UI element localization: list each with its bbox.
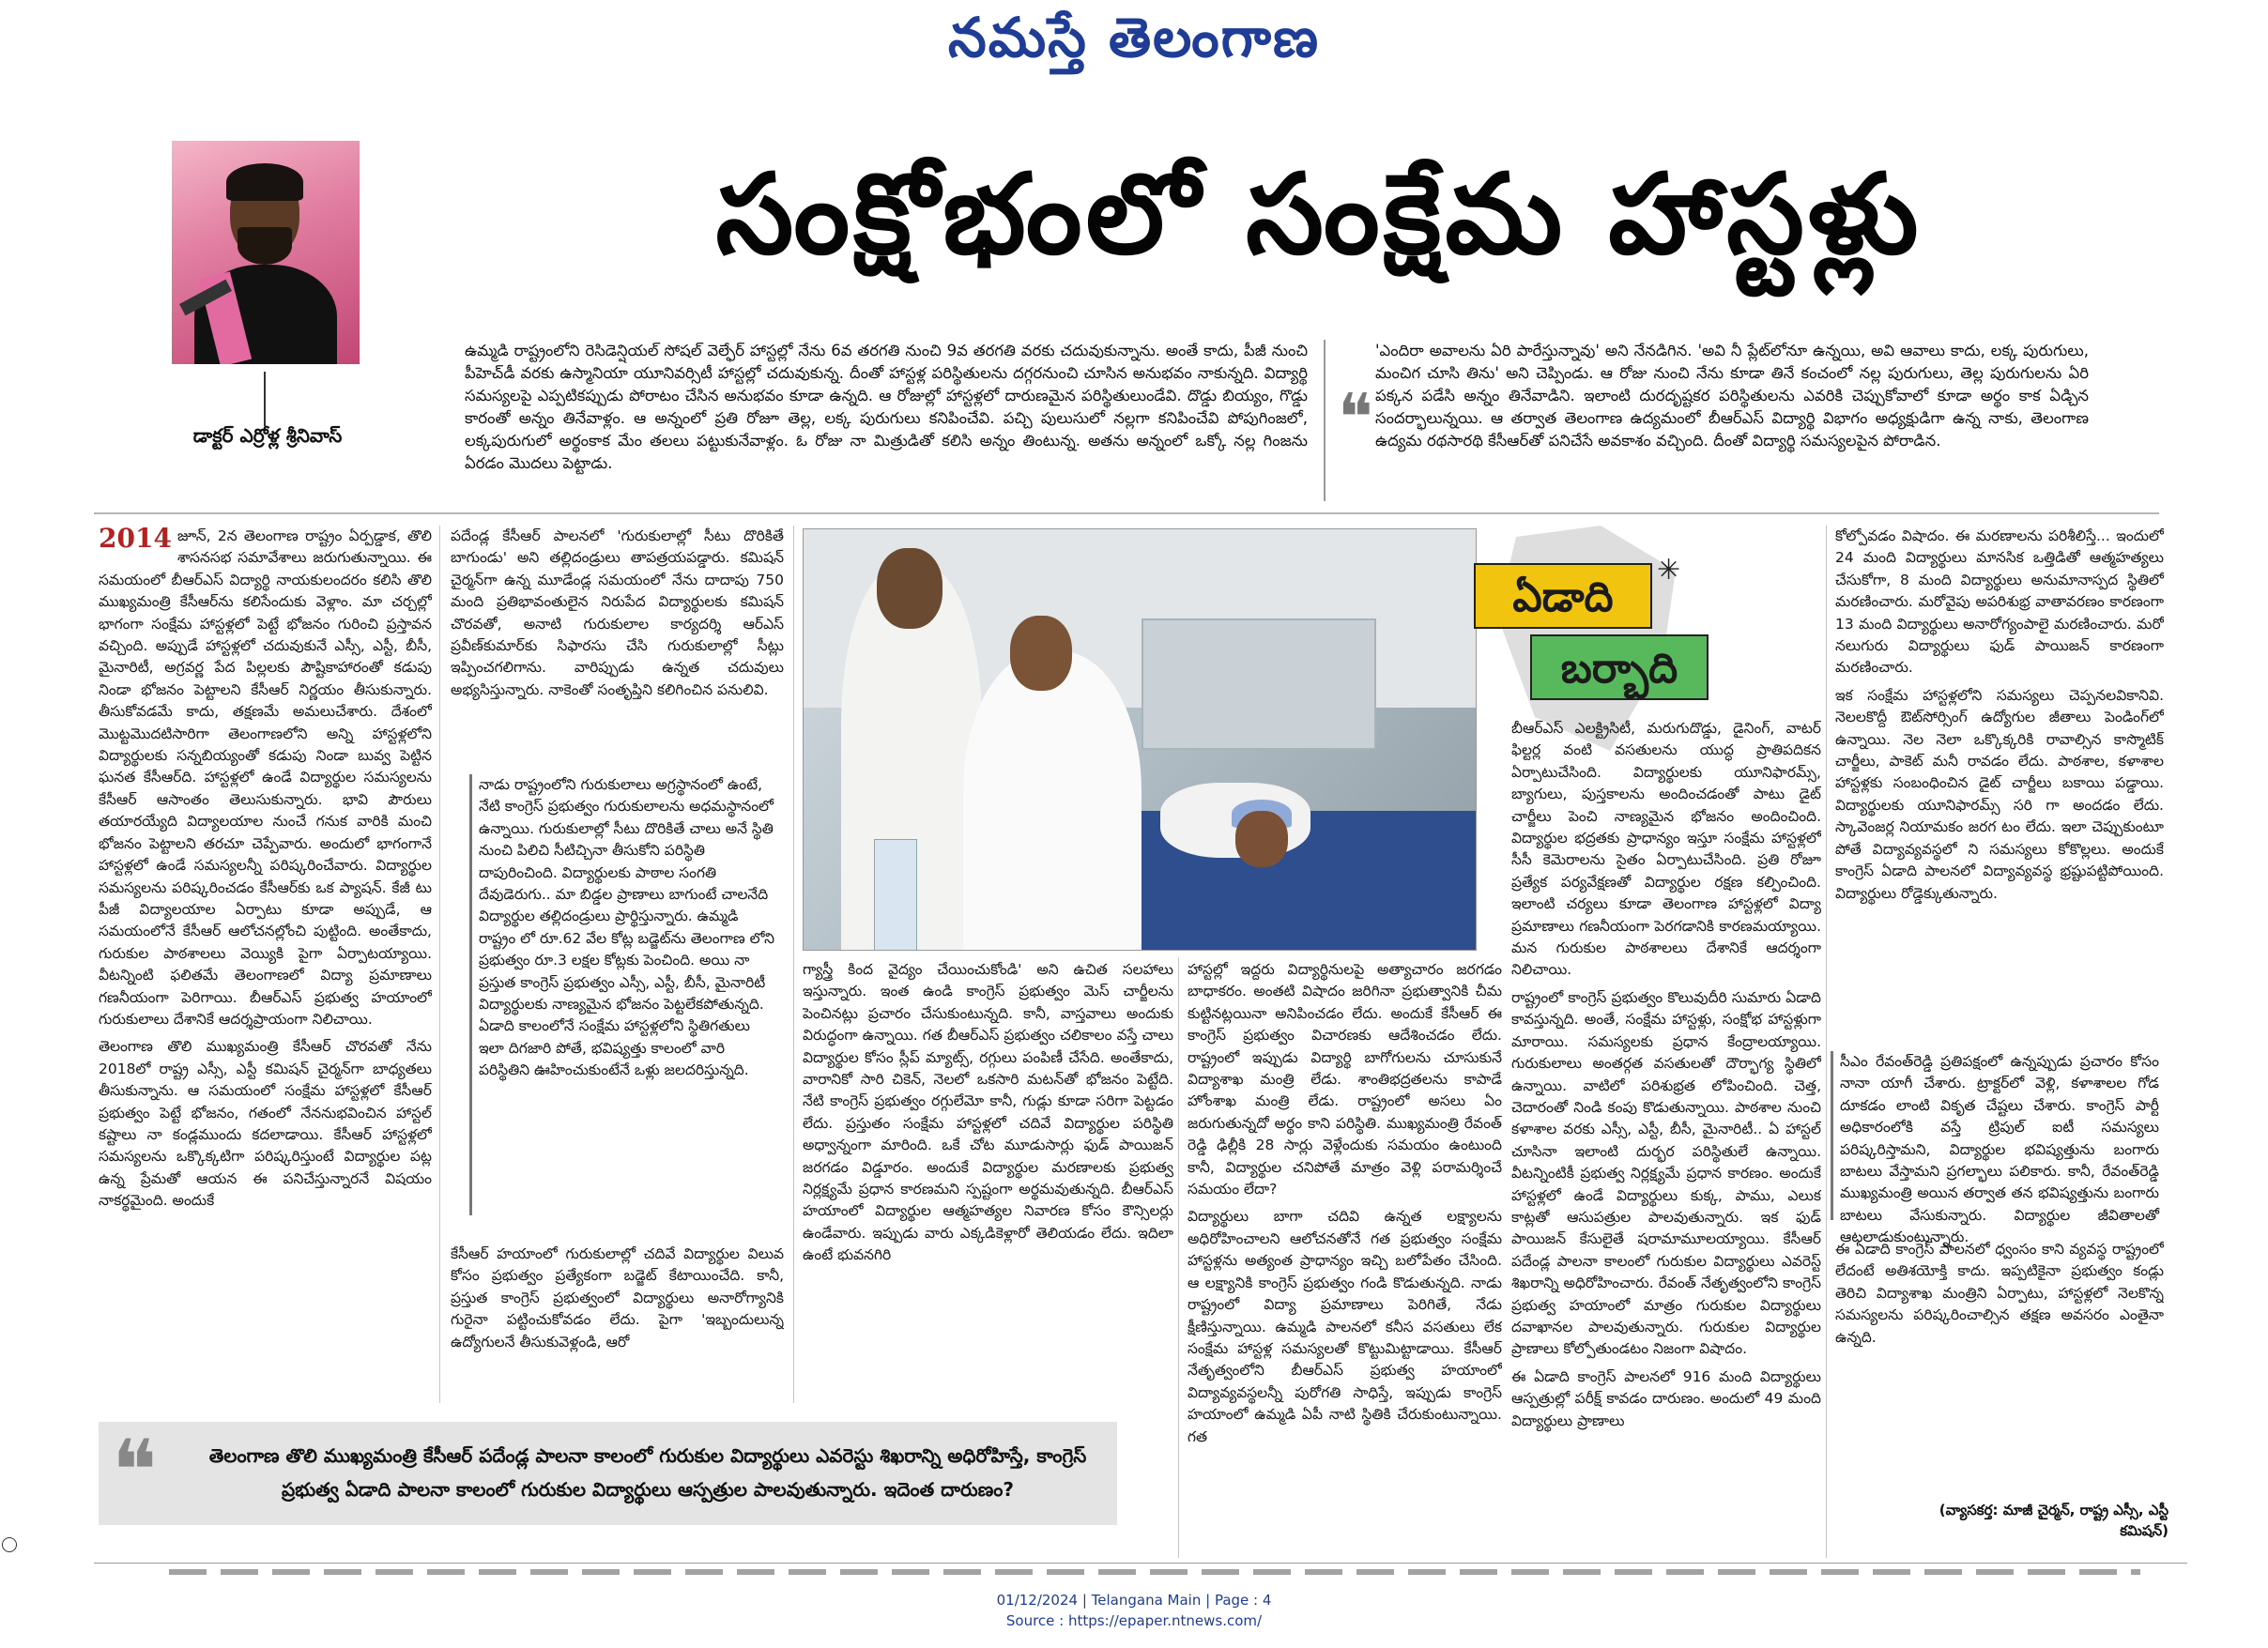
divider — [1324, 340, 1326, 501]
paragraph: కేసీఆర్ హయాంలో గురుకులాల్లో చదివే విద్యార్థుల విలువ కోసం ప్రభుత్వం ప్రత్యేకంగా బడ్జెట్ కేటాయించేది. కానీ, ప్రస్తుత కాంగ్రెస్ ప్రభుత్వంలో విద్యార్థులు అనారోగ్యానికి గురైనా పట్టించుకోవడం లేదు. పైగా 'ఇబ్బందులున్న ఉద్యోగులనే తీసుకువెళ్లండి, ఆరో — [451, 1245, 784, 1350]
article-column-3 — [803, 959, 1173, 1400]
divider — [264, 372, 266, 426]
quote-mark-icon: ❝ — [1338, 379, 1373, 456]
quote-mark-icon: ❝ — [112, 1422, 158, 1520]
pullquote-box: సీఎం రేవంత్‌రెడ్డి ప్రతిపక్షంలో ఉన్నప్పుడు ప్రచారం కోసం నానా యాగీ చేశారు. ట్రాక్టర్‌లో వెళ్లి, కళాశాలల గోడ దూకడం లాంటి వికృత చేష్టలు చేశారు. కాంగ్రెస్ పార్టీ అధికారంలోకి వస్తే ట్రిపుల్ ఐటీ సమస్యలు పరిష్కరిస్తామని, విద్యార్థుల భవిష్యత్తును బంగారు బాటలు వేస్తామని ప్రగల్భాలు పలికారు. కానీ, రేవంత్‌రెడ్డి ముఖ్యమంత్రి అయిన తర్వాత తన భవిష్యత్తును బంగారు బాటలు వేసుకున్నారు. విద్యార్థుల జీవితాలతో ఆటలాడుకుంటున్నారు. — [1840, 1053, 2159, 1246]
pullquote-bar — [469, 774, 472, 1215]
paragraph: ఇక సంక్షేమ హాస్టళ్లలోని సమస్యలు చెప్పనలవికానివి. నెలలకొద్దీ ఔట్‌సోర్సింగ్ ఉద్యోగుల జీతాలు పెండింగ్‌లో ఉన్నాయి. నెల నెలా ఒక్కొక్కరికి రావాల్సిన కాస్మొటిక్ చార్జీలు, పాకెట్ మనీ రావడం లేదు. పాఠశాల, కళాశాల హాస్టళ్లకు సంబంధించిన డైట్ చార్జీలు బకాయి పడ్డాయి. విద్యార్థులకు యూనిఫారమ్స్ సరి గా అందడం లేదు. స్కావెంజర్ల నియామకం జరగ టం లేదు. ఇలా చెప్పుకుంటూ పోతే విద్యావ్యవస్థలో ని సమస్యలు కోకొల్లలు. అందుకే కాంగ్రెస్ ఏడాది పాలనలో విద్యావ్యవస్థ భ్రష్టుపట్టిపోయింది. విద్యార్థులు రోడ్డెక్కుతున్నారు. — [1835, 686, 2164, 902]
paragraph: తెలంగాణ తొలి ముఖ్యమంత్రి కేసీఆర్ చొరవతో నేను 2018లో రాష్ట్ర ఎస్సీ, ఎస్టీ కమిషన్ చైర్మన్‌గా బాధ్యతలు తీసుకున్నాను. ఆ సమయంలో సంక్షేమ హాస్టళ్లలో కేసీఆర్ ప్రభుత్వం పెట్టే భోజనం, గతంలో నేననుభవించిన హాస్టల్ కష్టాలు నా కండ్లముందు కదలాడాయి. కేసీఆర్ హాస్టళ్లలో సమస్యలను ఒక్కొక్కటిగా పరిష్కరిస్తుంటే విద్యార్థుల పట్ల ఉన్న ప్రేమతో ఆయన ఈ పనిచేస్తున్నారనే విషయం నాకర్థమైంది. అందుకే — [99, 1038, 432, 1210]
divider — [1178, 957, 1179, 1558]
article-column-6-top — [1835, 526, 2164, 1046]
footer-edition-info: 01/12/2024 | Telangana Main | Page : 4 — [996, 1592, 1272, 1609]
tag-barbadi: బర్బాది — [1530, 634, 1709, 700]
article-column-1 — [99, 526, 432, 1398]
paragraph: ఈ ఏడాది కాంగ్రెస్ పాలనలో ధ్వంసం కాని వ్యవస్థ రాష్ట్రంలో లేదంటే అతిశయోక్తి కాదు. ఇప్పటికైనా ప్రభుత్వం కండ్లు తెరిచి విద్యాశాఖ మంత్రిని ఏర్పాటు, హాస్టళ్లలో నెలకొన్న సమస్యలను పరిష్కరించాల్సిన తక్షణ అవసరం ఎంతైనా ఉన్నది. — [1835, 1241, 2164, 1346]
article-column-4 — [1188, 959, 1502, 1560]
intro-quote-left: ఉమ్మడి రాష్ట్రంలోని రెసిడెన్షియల్ సోషల్ వెల్ఫేర్ హాస్టల్లో నేను 6వ తరగతి నుంచి 9వ తరగతి వరకు చదువుకున్నాను. అంతే కాదు, పీజీ నుంచి పీహెచ్‌డీ వరకు ఉస్మానియా యూనివర్సిటీ హాస్టల్లో చదువుకున్న. దీంతో హాస్టళ్ల పరిస్థితులను దగ్గరనుంచి చూసిన అనుభవం నాకున్నది. విద్యార్థి సమస్యలపై ఎప్పటికప్పుడు పోరాటం చేసిన అనుభవం కూడా ఉన్నది. ఆ రోజుల్లో హాస్టళ్లలో దారుణమైన పరిస్థితులుండేవి. దొడ్డు బియ్యం, గొడ్డు కారంతో అన్నం తినేవాళ్లం. ఆ అన్నంలో ప్రతి రోజూ తెల్ల, లక్క పురుగులు కనిపించేవి. పచ్చి పులుసులో నల్లగా కనిపించేవి పోపుగింజలో, లక్కపురుగులో అర్థంకాక మేం తలలు పట్టుకునేవాళ్లం. ఓ రోజు నా మిత్రుడితో కలిసి అన్నం తింటున్న. అతను అన్నంలో ఒక్కో నల్ల గింజను ఏరడం మొదలు పెట్టాడు. — [465, 342, 1308, 472]
paragraph: ఈ ఏడాది కాంగ్రెస్ పాలనలో 916 మంది విద్యార్థులు ఆస్పత్రుల్లో పరీక్ష్ కావడం దారుణం. అందులో 49 మంది విద్యార్థులు ప్రాణాలు — [1511, 1367, 1821, 1429]
highlight-text: తెలంగాణ తొలి ముఖ్యమంత్రి కేసీఆర్ పదేండ్ల పాలనా కాలంలో గురుకుల విద్యార్థులు ఎవరెస్టు శిఖరాన్ని అధిరోహిస్తే, కాంగ్రెస్ ప్రభుత్వ ఏడాది పాలనా కాలంలో గురుకుల విద్యార్థులు ఆస్పత్రుల పాలవుతున్నారు. ఇదెంత దారుణం? — [208, 1444, 1087, 1501]
divider — [94, 1563, 2187, 1564]
article-column-5 — [1511, 526, 1821, 1558]
masthead-logo: నమస్తే తెలంగాణ — [948, 6, 1320, 69]
intro-quote-right: 'ఎందిరా అవాలను ఏరి పారేస్తున్నావు' అని నేనడిగిన. 'అవి నీ ప్లేట్‌లోనూ ఉన్నయి, అవి ఆవాలు కాదు, లక్క పురుగులు, మంచిగ చూసి తిను' అని చెప్పిండు. ఆ రోజు నుంచి నేను కూడా తినే కంచంలో నల్ల పురుగులు, తెల్ల పురుగులను ఏరి పక్కన పడేసి అన్నం తినేవాడిని. ఇలాంటి దురదృష్టకర పరిస్థితులను ఎవరికి చెప్పుకోవాలో కూడా అర్థం కాక ఏడ్చిన సందర్భాలున్నయి. ఆ తర్వాత తెలంగాణ ఉద్యమంలో బీఆర్‌ఎస్ విద్యార్థి విభాగం అధ్యక్షుడిగా ఉన్న నాకు, తెలంగాణ ఉద్యమ రథసారథి కేసీఆర్‌తో పనిచేసే అవకాశం వచ్చింది. దీంతో విద్యార్థి సమస్యలపైన పోరాడిన. — [1375, 342, 2089, 450]
article-column-6-bottom — [1835, 1239, 2164, 1492]
paragraph: హాస్టల్లో ఇద్దరు విద్యార్థినులపై అత్యాచారం జరగడం బాధాకరం. అంతటి విషాదం జరిగినా ప్రభుత్వానికి చీమ కుట్టినట్లయినా అనిపించడం లేదు. అందుకే కేసీఆర్ ఈ కాంగ్రెస్ ప్రభుత్వం విచారణకు ఆదేశించడం లేదు. రాష్ట్రంలో ఇప్పుడు విద్యార్థి బాగోగులను చూసుకునే విద్యాశాఖ మంత్రి లేడు. శాంతిభద్రతలను కాపాడే హోంశాఖ మంత్రి లేడు. రాష్ట్రంలో అసలు ఏం జరుగుతున్నదో అర్థం కాని పరిస్థితి. ముఖ్యమంత్రి రేవంత్ రెడ్డి ఢిల్లీకి 28 సార్లు వెళ్లేందుకు సమయం ఉంటుంది కానీ, విద్యార్థుల చనిపోతే మాత్రం వెళ్లి పరామర్శించే సమయం లేదా? — [1188, 961, 1502, 1198]
paragraph: కోల్పోవడం విషాదం. ఈ మరణాలను పరిశీలిస్తే... ఇందులో 24 మంది విద్యార్థులు మానసిక ఒత్తిడితో ఆత్మహత్యలు చేసుకోగా, 8 మంది విద్యార్థులు అనుమానాస్పద స్థితిలో మరణించారు. మరోవైపు అపరిశుభ్ర వాతావరణం కారణంగా 13 మంది విద్యార్థులు అనారోగ్యంపాలై మరణించారు. మరో నలుగురు విద్యార్థులు ఫుడ్ పాయిజన్ కారణంగా మరణించారు. — [1835, 527, 2164, 677]
paragraph: విద్యార్థులు బాగా చదివి ఉన్నత లక్ష్యాలను అధిరోహించాలని ఆలోచనతోనే గత ప్రభుత్వం సంక్షేమ హాస్టళ్లను అత్యంత ప్రాధాన్యం ఇచ్చి బలోపేతం చేసింది. ఆ లక్ష్యానికి కాంగ్రెస్ ప్రభుత్వం గండి కొడుతున్నది. నాడు రాష్ట్రంలో విద్యా ప్రమాణాలు పెరిగితే, నేడు క్షీణిస్తున్నాయి. ఉమ్మడి పాలనలో కనీస వసతులు లేక సంక్షేమ హాస్టళ్ల సమస్యలతో కొట్టుమిట్టాడాయి. కేసీఆర్ నేతృత్వంలోని బీఆర్‌ఎస్ ప్రభుత్వ హయాంలో విద్యావ్యవస్థలన్నీ పురోగతి సాధిస్తే, ఇప్పుడు కాంగ్రెస్ హయాంలో ఉమ్మడి ఏపీ నాటి స్థితికి చేరుకుంటున్నాయి. గత — [1188, 1208, 1502, 1445]
author-byline: డాక్టర్ ఎర్రోళ్ల శ్రీనివాస్ — [192, 424, 343, 447]
paragraph: బీఆర్‌ఎస్ ఎలక్ట్రిసిటీ, మరుగుదొడ్డు, డైనింగ్, వాటర్ ఫిల్టర్ల వంటి వసతులను యుద్ధ ప్రాతిపదికన ఏర్పాటుచేసింది. విద్యార్థులకు యూనిఫారమ్స్, బ్యాగులు, పుస్తకాలను అందించడంతో పాటు డైట్ చార్జీలు పెంచి నాణ్యమైన భోజనం అందించింది. విద్యార్థుల భద్రతకు ప్రాధాన్యం ఇస్తూ సంక్షేమ హాస్టళ్లలో సీసీ కెమెరాలను సైతం ఏర్పాటుచేసింది. ప్రతి రోజూ ప్రత్యేక పర్యవేక్షణతో విద్యార్థుల రక్షణ కల్పించింది. ఇలాంటి చర్యలు కూడా తెలంగాణ హాస్టళ్లలో విద్యా ప్రమాణాలు గణనీయంగా పెరగడానికి కారణమయ్యాయి. మన గురుకుల పాఠశాలలు దేశానికే ఆదర్శంగా నిలిచాయి. — [1511, 720, 1821, 979]
divider — [169, 1569, 2140, 1575]
author-photo — [172, 141, 360, 364]
paragraph: పదేండ్ల కేసీఆర్ పాలనలో 'గురుకులాల్లో సీటు దొరికితే బాగుండు' అని తల్లిదండ్రులు తాపత్రయపడ్డారు. కమిషన్ చైర్మన్‌గా ఉన్న మూడేండ్ల సమయంలో నేను దాదాపు 750 మంది ప్రతిభావంతులైన నిరుపేద విద్యార్థులకు కమిషన్ చొరవతో, అనాటి గురుకులాల కార్యదర్శి ఆర్‌ఎస్ ప్రవీణ్‌కుమార్‌కు సిఫారసు చేసి గురుకులాల్లో సీట్లు ఇప్పించగలిగాను. వారిప్పుడు ఉన్నత చదువులు అభ్యసిస్తున్నారు. నాకెంతో సంతృప్తిని కలిగించిన పనులివి. — [451, 527, 784, 698]
paragraph: గ్యాస్త్రీ కింద వైద్యం చేయించుకోండి' అని ఉచిత సలహాలు ఇస్తున్నారు. ఇంత ఉండి కాంగ్రెస్ ప్రభుత్వం మెస్ చార్జీలను పెంచినట్లు ప్రచారం చేసుకుంటున్నది. కానీ, వాస్తవాలు అందుకు విరుద్ధంగా ఉన్నాయి. గత బీఆర్‌ఎస్ ప్రభుత్వం చలికాలం వస్తే చాలు విద్యార్థుల కోసం స్లీప్ మ్యాట్స్, రగ్గులు పంపిణీ చేసేది. అంతేకాదు, వారానికో సారి చికెన్, నెలలో ఒకసారి మటన్‌తో భోజనం పెట్టేది. నేటి కాంగ్రెస్ ప్రభుత్వం రగ్గులేమో కానీ, గుడ్లు కూడా సరిగా పెట్టడం లేదు. ప్రస్తుతం సంక్షేమ హాస్టళ్లలో చదివే విద్యార్థుల పరిస్థితి అధ్వాన్నంగా మారింది. ఒకే చోట మూడుసార్లు ఫుడ్ పాయిజన్ జరగడం విడ్డూరం. అందుకే విద్యార్థుల మరణాలకు ప్రభుత్వ నిర్లక్ష్యమే ప్రధాన కారణమని స్పష్టంగా అర్థమవుతున్నది. బీఆర్‌ఎస్ హయాంలో విద్యార్థుల ఆత్మహత్యల నివారణ కోసం కౌన్సిలర్లు ఉండేవారు. ఇప్పుడు వారు ఎక్కడికెళ్లారో తెలియడం లేదు. ఇదిలా ఉంటే భువనగిరి — [803, 961, 1173, 1264]
article-column-2-bottom — [451, 1244, 784, 1403]
drop-year: 2014 — [99, 526, 172, 554]
pullquote-box: నాడు రాష్ట్రంలోని గురుకులాలు అగ్రస్థానంలో ఉంటే, నేటి కాంగ్రెస్ ప్రభుత్వం గురుకులాలను అధమస్థానంలో ఉన్నాయి. గురుకులాల్లో సీటు దొరికితే చాలు అనే స్థితి నుంచి పిలిచి సీటిచ్చినా తీసుకోని పరిస్థితి దాపురించింది. విద్యార్థులకు పాఠాల సంగతి దేవుడెరుగు.. మా బిడ్డల ప్రాణాలు బాగుంటే చాలనేది విద్యార్థుల తల్లిదండ్రులు ప్రార్థిస్తున్నారు. ఉమ్మడి రాష్ట్రం లో రూ.62 వేల కోట్ల బడ్జెట్‌ను తెలంగాణ లోని ప్రభుత్వం రూ.3 లక్షల కోట్లకు పెంచింది. అయి నా ప్రస్తుత కాంగ్రెస్ ప్రభుత్వం ఎస్సీ, ఎస్టీ, బీసీ, మైనారిటీ విద్యార్థులకు నాణ్యమైన భోజనం పెట్టలేకపోతున్నది. ఏడాది కాలంలోనే సంక్షేమ హాస్టళ్లలోని స్థితిగతులు ఇలా దిగజారి పోతే, భవిష్యత్తు కాలంలో వారి పరిస్థితిని ఊహించుకుంటేనే ఒళ్లు జలదరిస్తున్నది. — [479, 776, 775, 1079]
article-column-2-top — [451, 526, 784, 760]
hospital-visit-photo — [803, 528, 1477, 951]
sparkle-icon: ✳ — [1657, 554, 1681, 587]
divider — [94, 512, 2159, 514]
paragraph: రాష్ట్రంలో కాంగ్రెస్ ప్రభుత్వం కొలువుదీరి సుమారు ఏడాది కావస్తున్నది. అంతే, సంక్షేమ హాస్టళ్లు, సంక్షోభ హాస్టళ్లుగా మారాయి. సమస్యలకు ప్రధాన కేంద్రాలయ్యాయి. గురుకులాలు అంతర్గత వసతులతో దౌర్భాగ్య స్థితిలో ఉన్నాయి. వాటిలో పరిశుభ్రత లోపించింది. చెత్త, చెదారంతో నిండి కంపు కొడుతున్నాయి. పాఠశాల నుంచి కళాశాల వరకు ఎస్సీ, ఎస్టీ, బీసీ, మైనారిటీ.. ఏ హాస్టల్ చూసినా ఇలాంటి దుర్భర పరిస్థితులే ఉన్నాయి. వీటన్నింటికీ ప్రభుత్వ నిర్లక్ష్యమే ప్రధాన కారణం. అందుకే హాస్టళ్లలో ఉండే విద్యార్థులు కుక్క, పాము, ఎలుక కాట్లతో ఆసుపత్రుల పాలవుతున్నారు. ఇక ఫుడ్ పాయిజన్ కేసులైతే షరామామూలయ్యాయి. కేసీఆర్ పదేండ్ల పాలనా కాలంలో గురుకుల విద్యార్థులు ఎవరెస్ట్ శిఖరాన్ని అధిరోహించారు. రేవంత్ నేతృత్వంలోని కాంగ్రెస్ ప్రభుత్వ హయాంలో మాత్రం గురుకుల విద్యార్థులు దవాఖానల పాలవుతున్నారు. గురుకుల విద్యార్థుల ప్రాణాలు కోల్పోతుండటం నిజంగా విషాదం. — [1511, 988, 1821, 1358]
highlight-quote-box — [99, 1422, 1117, 1525]
divider — [793, 526, 794, 1403]
tag-yedadi: ఏడాది — [1474, 563, 1652, 629]
pullquote-bar — [1831, 1051, 1833, 1220]
paragraph: జూన్, 2న తెలంగాణ రాష్ట్రం ఏర్పడ్డాక, తొలి శాసనసభ సమావేశాలు జరుగుతున్నాయి. ఈ సమయంలో బీఆర్‌ఎస్ విద్యార్థి నాయకులందరం కలిసి తొలి ముఖ్యమంత్రి కేసీఆర్‌ను కలిసేందుకు వెళ్లాం. మా చర్చల్లో భాగంగా సంక్షేమ హాస్టళ్లలో పెట్టే భోజనం గురించి ప్రస్తావన వచ్చింది. అప్పుడే హాస్టళ్లలో చదువుకునే ఎస్సీ, ఎస్టీ, బీసీ, మైనారిటీ, అగ్రవర్ణ పేద పిల్లలకు పౌష్టికాహారంతో కడుపు నిండా భోజనం పెట్టాలని కేసీఆర్ నిర్ణయం తీసుకున్నారు. తీసుకోవడమే కాదు, తక్షణమే అమలుచేశారు. దేశంలో మొట్టమొదటిసారిగా తెలంగాణలోని అన్ని హాస్టళ్లలోని విద్యార్థులకు సన్నబియ్యంతో కడుపు నిండా బువ్వ పెట్టిన ఘనత కేసీఆర్‌ది. హాస్టళ్లలో ఉండే విద్యార్థుల సమస్యలను కేసీఆర్ ఆసాంతం తెలుసుకున్నారు. భావి పౌరులు తయారయ్యేది విద్యాలయాల నుంచే గనుక వారికి మంచి భోజనం పెట్టాలని తరచూ చెప్పేవారు. అందులో భాగంగానే హాస్టళ్లలో ఉండే సమస్యలన్నీ పరిష్కరించేవారు. విద్యార్థుల సమస్యలను పరిష్కరించడం కేసీఆర్‌కు ఒక ప్యాషన్. కేజీ టు పీజీ విద్యాలయాల ఏర్పాటు కూడా అప్పుడే, ఆ సమయంలోనే కేసీఆర్ ఆలోచనల్లోంచి పుట్టింది. అంతేకాదు, గురుకుల పాఠశాలలు వెయ్యికి పైగా ఏర్పాటయ్యాయి. వీటన్నింటి ఫలితమే తెలంగాణలో విద్యా ప్రమాణాలు గణనీయంగా పెరిగాయి. బీఆర్‌ఎస్ ప్రభుత్వ హయాంలో గురుకులాలు దేశానికే ఆదర్శప్రాయంగా నిలిచాయి. — [99, 527, 432, 1028]
footer-source-link[interactable]: Source : https://epaper.ntnews.com/ — [1005, 1612, 1263, 1629]
divider — [439, 526, 440, 1403]
crop-mark-icon — [2, 1537, 17, 1552]
divider — [1826, 526, 1827, 1558]
author-credit: (వ్యాసకర్త: మాజీ చైర్మన్, రాష్ట్ర ఎస్సీ, ఎస్టీ కమిషన్) — [1939, 1502, 2168, 1539]
article-headline: సంక్షోభంలో సంక్షేమ హాస్టళ్లు — [715, 148, 1923, 279]
